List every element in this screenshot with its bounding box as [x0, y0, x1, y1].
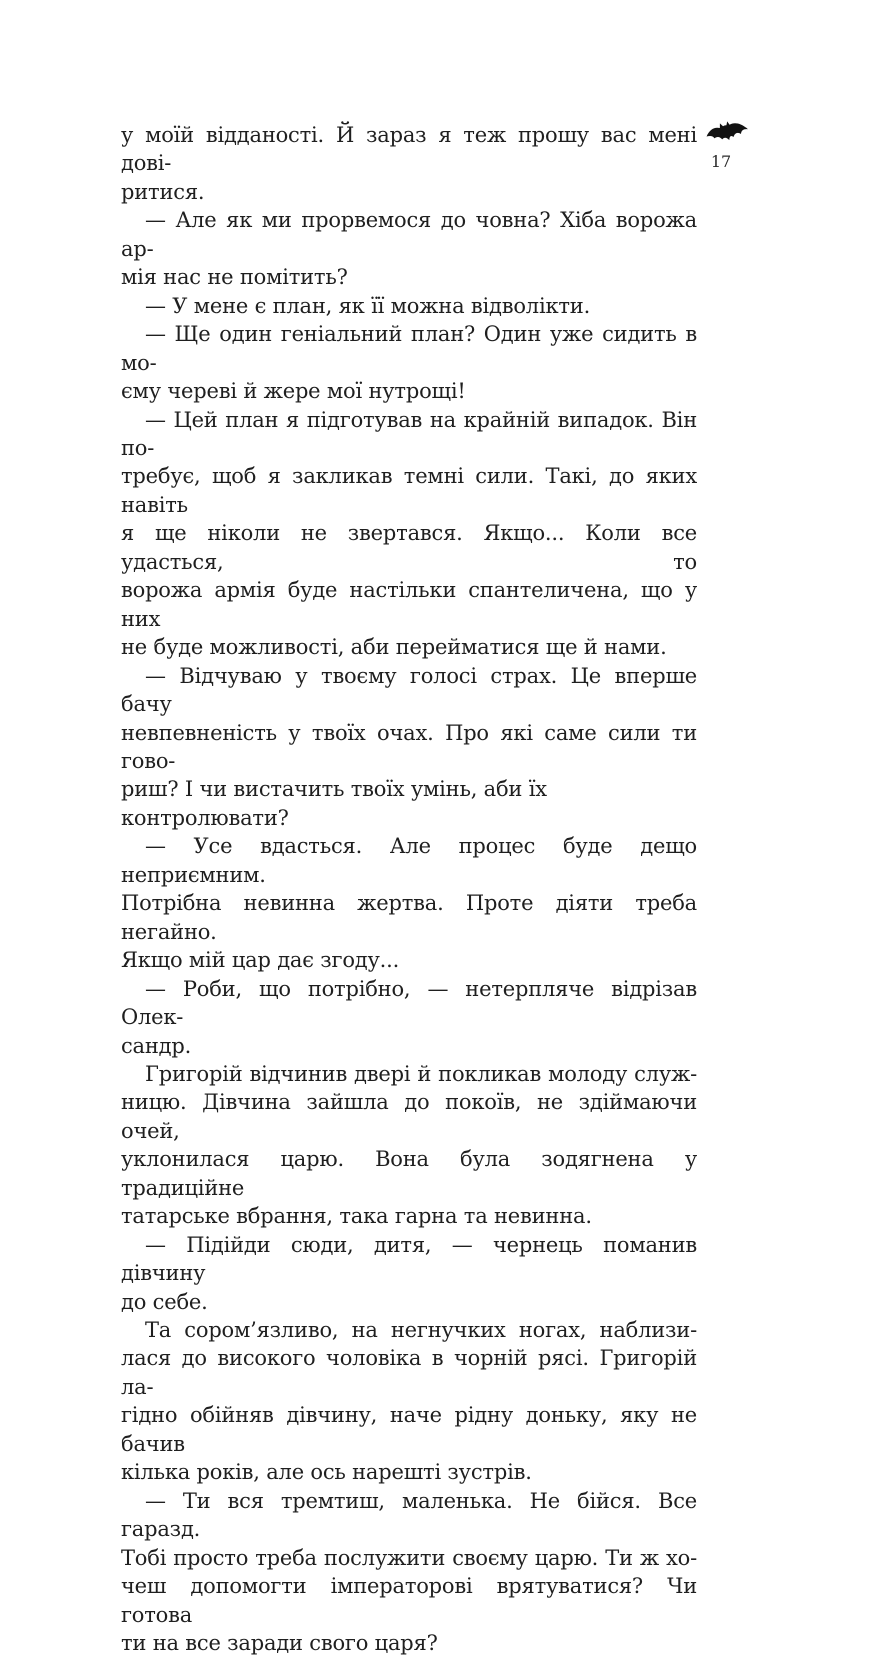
- paragraph: [121, 406, 697, 662]
- paragraph: [121, 121, 697, 206]
- text-line: я ще ніколи не звертався. Якщо... Коли все удасться, то: [121, 521, 697, 574]
- paragraph: [121, 1316, 697, 1487]
- text-line: ницю. Дівчина зайшла до покоїв, не здіймаючи очей,: [121, 1090, 697, 1143]
- text-line: ти на все заради свого царя?: [121, 1631, 438, 1656]
- text-line: Потрібна невинна жертва. Проте діяти треба негайно.: [121, 891, 697, 944]
- text-line: ритися.: [121, 179, 205, 204]
- text-line: — Але як ми прорвемося до човна? Хіба ворожа ар-: [121, 208, 697, 261]
- paragraph: [121, 662, 697, 833]
- text-line: Григорій відчинив двері й покликав молоду служ-: [145, 1061, 697, 1086]
- page-text: [121, 121, 697, 1657]
- text-line: у моїй відданості. Й зараз я теж прошу вас мені дові-: [121, 123, 697, 176]
- text-line: уклонилася царю. Вона була зодягнена у традиційне: [121, 1147, 697, 1200]
- text-line: — Ти вся тремтиш, маленька. Не бійся. Все гаразд.: [121, 1488, 697, 1542]
- text-line: риш? І чи вистачить твоїх умінь, аби їх контролювати?: [121, 777, 547, 830]
- page-number: 17: [710, 152, 732, 171]
- text-line: мія нас не помітить?: [121, 265, 348, 290]
- text-line: єму череві й жере мої нутрощі!: [121, 379, 466, 404]
- text-line: — Роби, що потрібно, — нетерпляче відрізав Олек-: [121, 976, 697, 1030]
- text-line: ворожа армія буде настільки спантеличена, що у них: [121, 578, 697, 631]
- paragraph: [121, 975, 697, 1060]
- text-line: — Усе вдасться. Але процес буде дещо неприємним.: [121, 834, 697, 887]
- text-line: Та сором’язливо, на негнучких ногах, наблизи-: [145, 1318, 697, 1343]
- text-line: — У мене є план, як її можна відволікти.: [145, 293, 591, 318]
- text-line: татарське вбрання, така гарна та невинна.: [121, 1204, 592, 1229]
- text-line: — Цей план я підготував на крайній випадок. Він по-: [121, 407, 697, 460]
- bat-icon: [704, 116, 750, 148]
- text-line: гідно обійняв дівчину, наче рідну доньку, яку не бачив: [121, 1403, 697, 1456]
- text-line: Якщо мій цар дає згоду...: [121, 948, 400, 973]
- text-line: кілька років, але ось нарешті зустрів.: [121, 1460, 532, 1485]
- paragraph: [121, 206, 697, 291]
- paragraph: [121, 292, 697, 320]
- paragraph: [121, 832, 697, 974]
- paragraph: [121, 320, 697, 405]
- text-line: лася до високого чоловіка в чорній рясі. Григорій ла-: [121, 1346, 697, 1399]
- text-line: сандр.: [121, 1033, 192, 1058]
- text-line: не буде можливості, аби перейматися ще й нами.: [121, 635, 667, 660]
- text-line: — Відчуваю у твоєму голосі страх. Це вперше бачу: [121, 663, 697, 717]
- text-line: чеш допомогти імператорові врятуватися? Чи готова: [121, 1574, 697, 1627]
- text-line: — Підійди сюди, дитя, — чернець поманив дівчину: [121, 1232, 697, 1286]
- text-line: до себе.: [121, 1289, 208, 1314]
- text-line: требує, щоб я закликав темні сили. Такі, до яких навіть: [121, 464, 697, 517]
- paragraph: [121, 1231, 697, 1316]
- paragraph: [121, 1060, 697, 1231]
- text-line: невпевненість у твоїх очах. Про які саме сили ти гово-: [121, 720, 697, 773]
- paragraph: [121, 1487, 697, 1657]
- text-line: — Ще один геніальний план? Один уже сидить в мо-: [121, 322, 697, 375]
- text-line: Тобі просто треба послужити своєму царю. Ти ж хо-: [121, 1545, 697, 1570]
